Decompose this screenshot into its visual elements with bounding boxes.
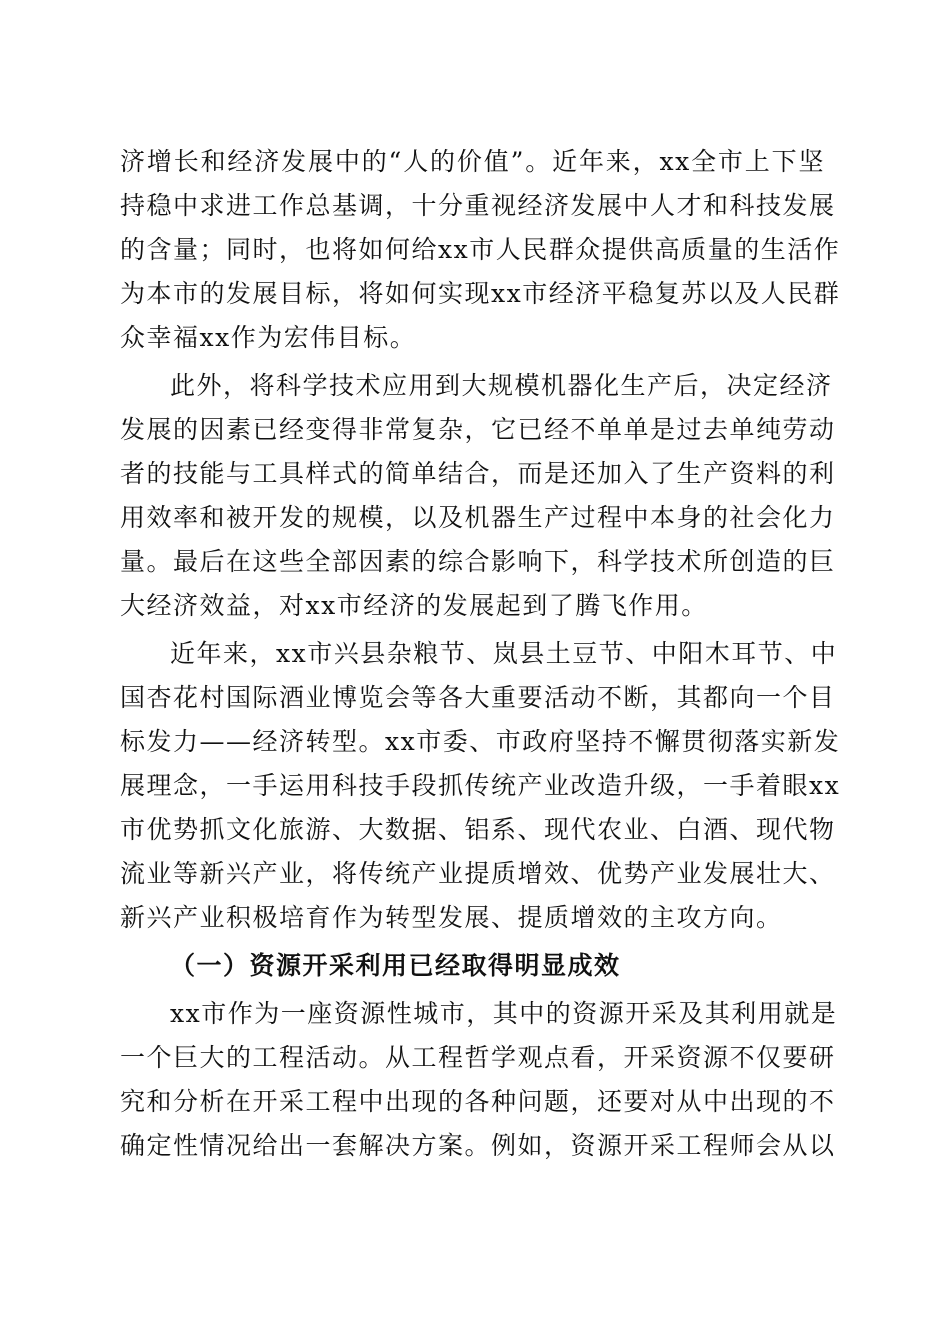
paragraph-4-line-2: 一个巨大的工程活动。从工程哲学观点看，开采资源不仅要研: [120, 1043, 836, 1072]
paragraph-1-line-1: 济增长和经济发展中的“人的价值”。近年来，xx全市上下坚: [120, 147, 825, 176]
paragraph-2-line-6: 大经济效益，对xx市经济的发展起到了腾飞作用。: [120, 591, 708, 620]
paragraph-2-line-2: 发展的因素已经变得非常复杂，它已经不单单是过去单纯劳动: [120, 415, 836, 444]
paragraph-1-line-2: 持稳中求进工作总基调，十分重视经济发展中人才和科技发展: [120, 191, 836, 220]
paragraph-3-line-2: 国杏花村国际酒业博览会等各大重要活动不断，其都向一个目: [120, 683, 836, 712]
section-heading: （一）资源开采利用已经取得明显成效: [170, 951, 621, 980]
paragraph-4-line-1: xx市作为一座资源性城市，其中的资源开采及其利用就是: [170, 999, 838, 1028]
paragraph-2-line-5: 量。最后在这些全部因素的综合影响下，科学技术所创造的巨: [120, 547, 836, 576]
paragraph-3-line-6: 流业等新兴产业，将传统产业提质增效、优势产业发展壮大、: [120, 859, 836, 888]
paragraph-2-line-4: 用效率和被开发的规模，以及机器生产过程中本身的社会化力: [120, 503, 836, 532]
paragraph-4-line-3: 究和分析在开采工程中出现的各种问题，还要对从中出现的不: [120, 1087, 836, 1116]
paragraph-2-line-1: 此外，将科学技术应用到大规模机器化生产后，决定经济: [170, 371, 833, 400]
paragraph-2-line-3: 者的技能与工具样式的简单结合，而是还加入了生产资料的利: [120, 459, 836, 488]
paragraph-4-line-4: 确定性情况给出一套解决方案。例如，资源开采工程师会从以: [120, 1131, 836, 1160]
paragraph-1-line-3: 的含量；同时，也将如何给xx市人民群众提供高质量的生活作: [120, 235, 841, 264]
paragraph-3-line-4: 展理念，一手运用科技手段抓传统产业改造升级，一手着眼xx: [120, 771, 841, 800]
paragraph-1-line-4: 为本市的发展目标，将如何实现xx市经济平稳复苏以及人民群: [120, 279, 841, 308]
paragraph-3-line-3: 标发力——经济转型。xx市委、市政府坚持不懈贯彻落实新发: [120, 727, 841, 756]
paragraph-3-line-5: 市优势抓文化旅游、大数据、铝系、现代农业、白酒、现代物: [120, 815, 836, 844]
paragraph-3-line-1: 近年来，xx市兴县杂粮节、岚县土豆节、中阳木耳节、中: [170, 639, 838, 668]
paragraph-3-line-7: 新兴产业积极培育作为转型发展、提质增效的主攻方向。: [120, 903, 783, 932]
paragraph-1-line-5: 众幸福xx作为宏伟目标。: [120, 323, 417, 352]
